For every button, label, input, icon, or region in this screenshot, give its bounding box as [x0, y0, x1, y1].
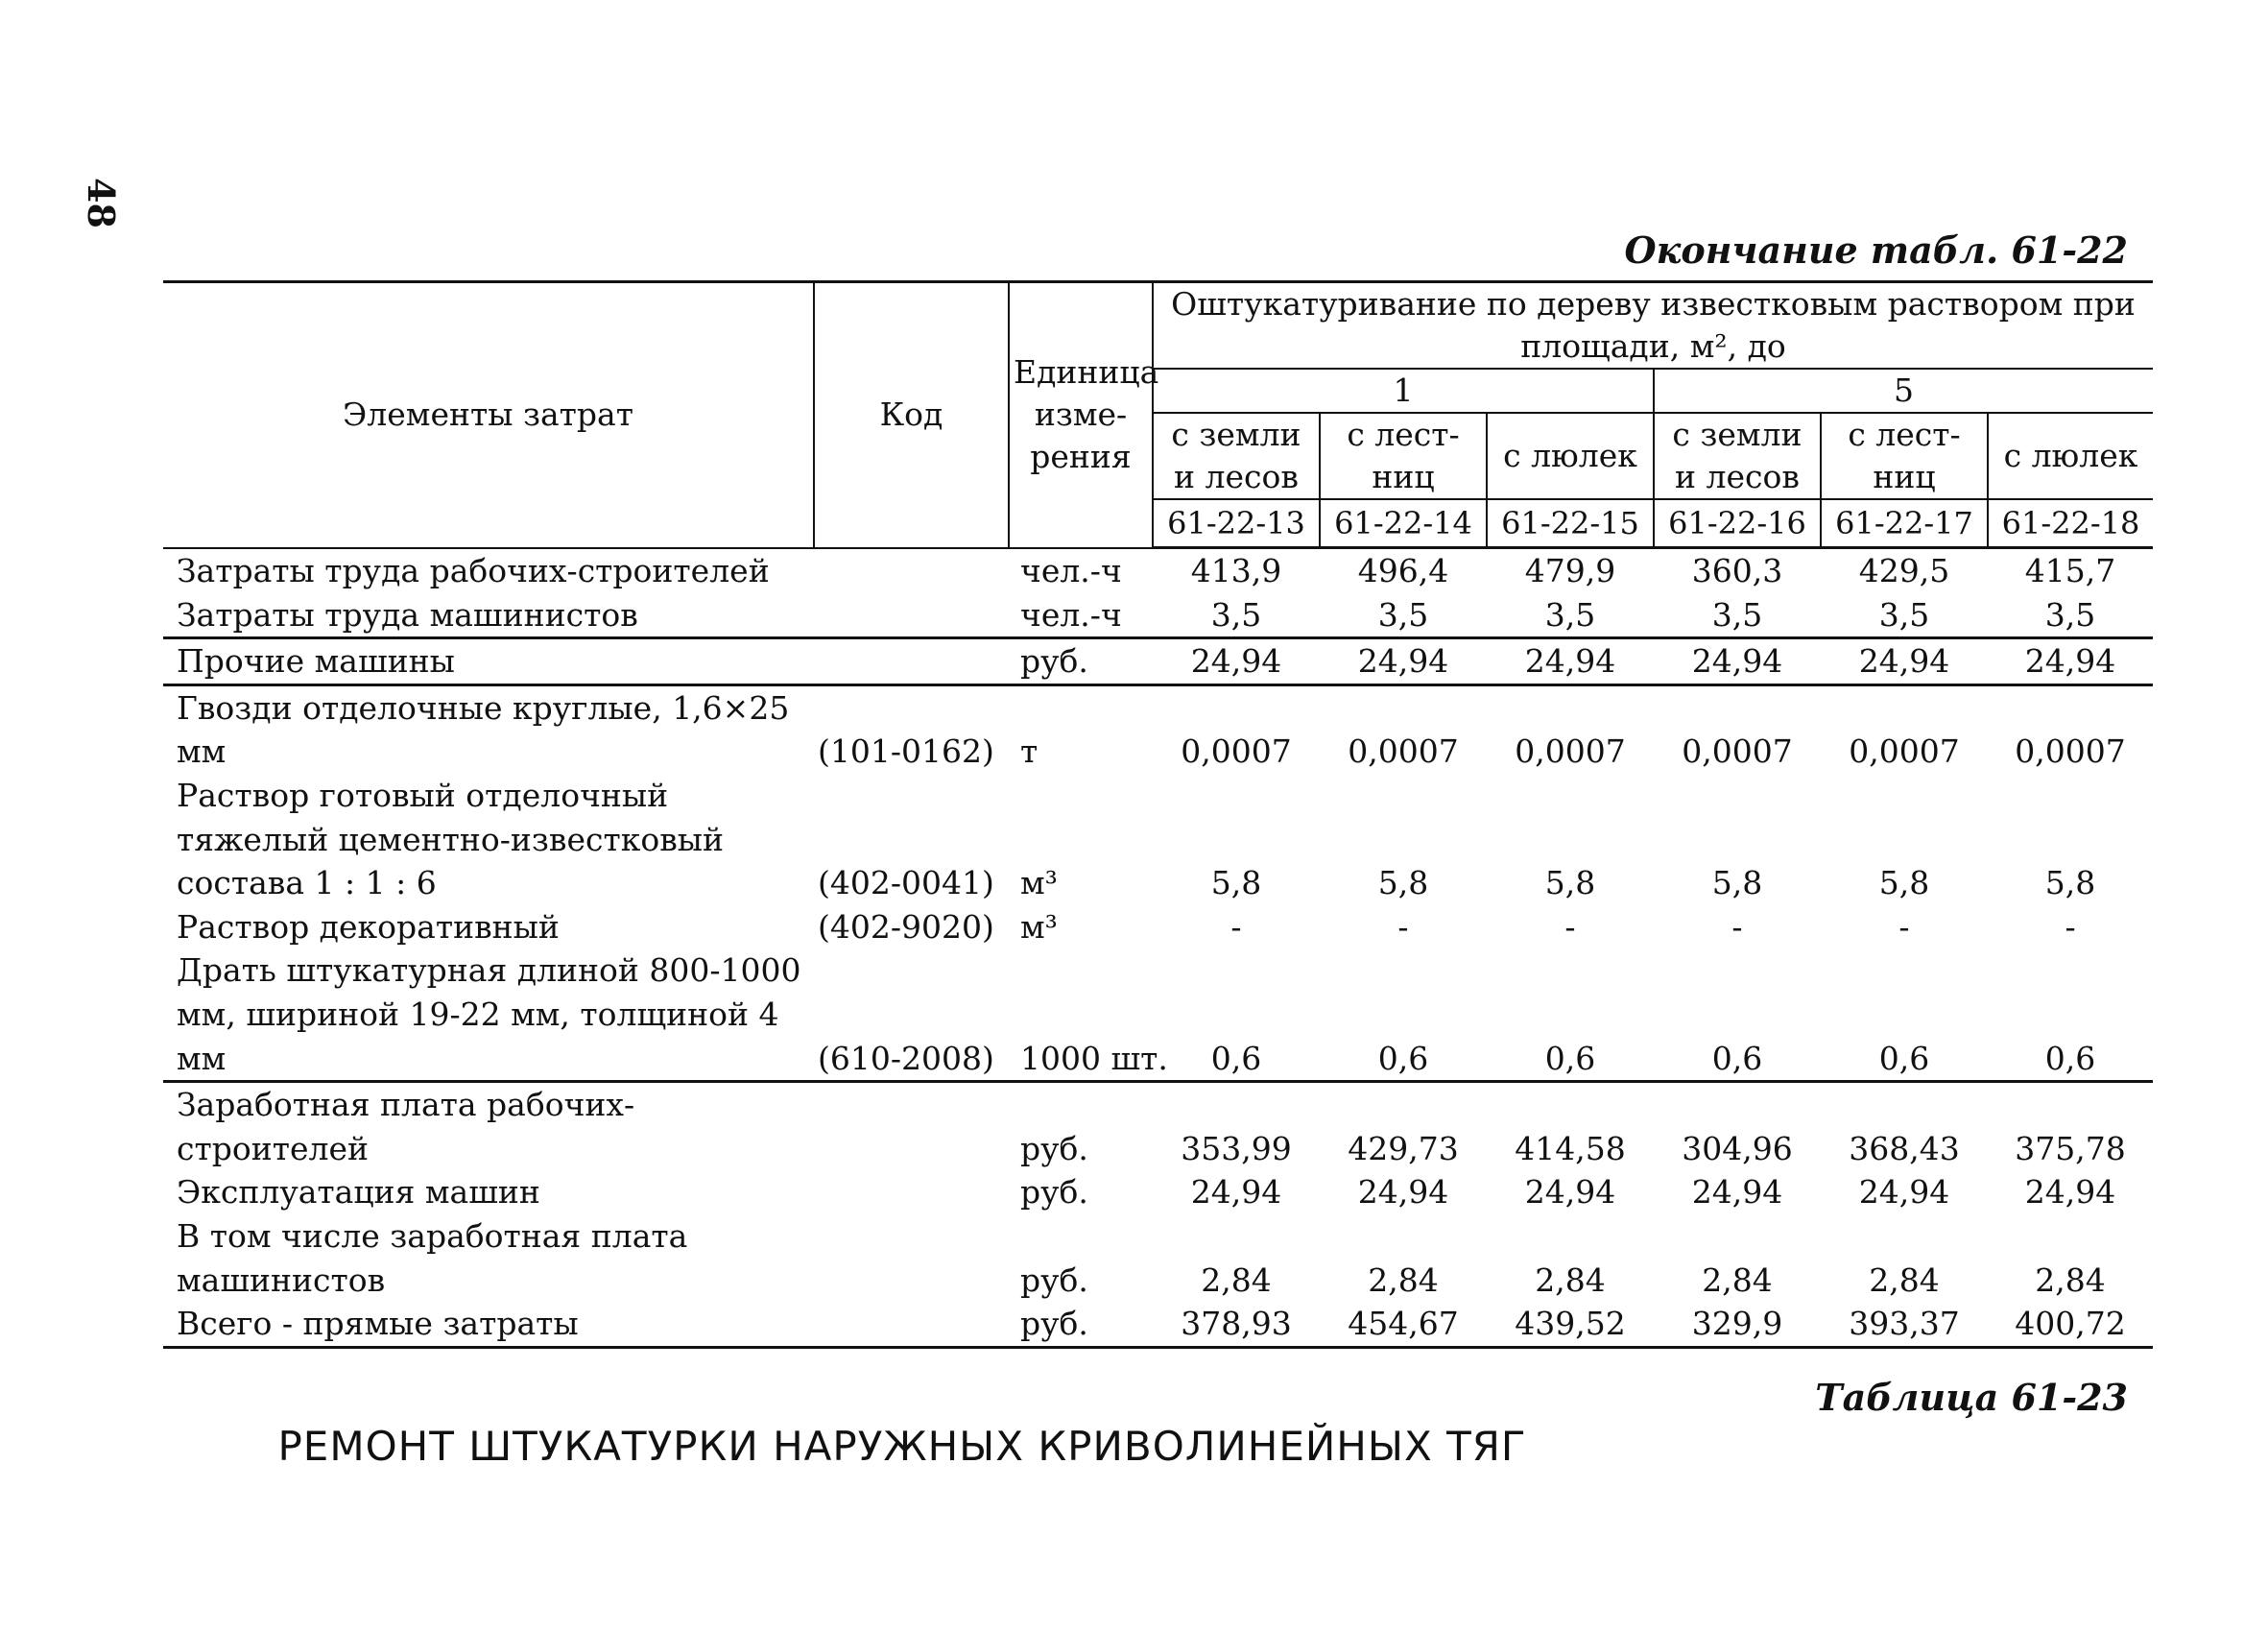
row-value: 5,8 — [1377, 864, 1429, 902]
row-value: - — [1230, 907, 1242, 946]
row-code — [814, 638, 1009, 685]
header-operation: Оштукатуривание по дереву известковым раствором при площади, м², до — [1153, 282, 2153, 370]
row-value: - — [2065, 907, 2076, 946]
row-value: 24,94 — [1858, 1173, 1950, 1212]
row-code: (610-2008) — [814, 948, 1009, 1081]
row-value: 329,9 — [1654, 1302, 1821, 1347]
next-table-title: РЕМОНТ ШТУКАТУРКИ НАРУЖНЫХ КРИВОЛИНЕЙНЫХ ТЯГ — [277, 1423, 1527, 1470]
row-value: 378,93 — [1153, 1302, 1320, 1347]
row-value: 353,99 — [1181, 1129, 1292, 1167]
row-value: 24,94 — [2024, 1173, 2116, 1212]
row-value: 0,6 — [1320, 948, 1487, 1081]
row-unit: м³ — [1020, 864, 1058, 902]
row-value: 439,52 — [1487, 1302, 1654, 1347]
row-unit: руб. — [1009, 638, 1153, 685]
row-name: Раствор готовый отделочный тяжелый цементно-известковый состава 1 : 1 : 6 — [177, 776, 725, 902]
row-value: 479,9 — [1524, 552, 1616, 589]
header-method: с люлек — [1487, 413, 1654, 499]
row-name: Прочие машины — [163, 638, 814, 685]
row-value: 415,7 — [2024, 552, 2116, 589]
header-code: Код — [814, 282, 1009, 548]
row-value: - — [1898, 907, 1910, 946]
row-value: 0,0007 — [1849, 732, 1960, 771]
row-value: 0,6 — [1821, 948, 1988, 1081]
row-value: 3,5 — [1487, 593, 1654, 638]
row-value: 304,96 — [1682, 1129, 1793, 1167]
row-code — [814, 1302, 1009, 1347]
header-column-code: 61-22-15 — [1487, 499, 1654, 548]
table-row — [163, 948, 2153, 1081]
table-row — [163, 638, 2153, 685]
row-code: (402-0041) — [818, 864, 994, 902]
row-name: Драть штукатурная длиной 800-1000 мм, шириной 19-22 мм, толщиной 4 мм — [163, 948, 814, 1081]
table-row — [163, 905, 2153, 949]
row-value: 24,94 — [1357, 1173, 1449, 1212]
row-value: 0,0007 — [1181, 732, 1292, 771]
table-row — [163, 593, 2153, 638]
row-unit: т — [1020, 732, 1039, 771]
row-code: (101-0162) — [818, 732, 994, 771]
row-value: 0,6 — [1988, 948, 2153, 1081]
header-unit: Единица изме-рения — [1009, 282, 1153, 548]
row-value: 375,78 — [2015, 1129, 2126, 1167]
row-unit: руб. — [1020, 1129, 1088, 1167]
table-row — [163, 1170, 2153, 1214]
row-value: 0,6 — [1487, 948, 1654, 1081]
row-value: 429,5 — [1858, 552, 1950, 589]
row-value: 5,8 — [1711, 864, 1763, 902]
header-column-code: 61-22-18 — [1988, 499, 2153, 548]
table-row — [163, 1082, 2153, 1171]
row-value: 2,84 — [1368, 1260, 1439, 1299]
row-value: 0,0007 — [1348, 732, 1459, 771]
row-value: 0,0007 — [1682, 732, 1793, 771]
row-name: Заработная плата рабочих-строителей — [177, 1086, 635, 1167]
row-value: 24,94 — [1654, 638, 1821, 685]
row-unit: м³ — [1020, 907, 1058, 946]
row-value: 3,5 — [1320, 593, 1487, 638]
row-value: 429,73 — [1348, 1129, 1459, 1167]
row-value: 5,8 — [2044, 864, 2096, 902]
header-method: с земли и лесов — [1153, 413, 1320, 499]
row-code — [814, 1082, 1009, 1171]
row-value: 393,37 — [1821, 1302, 1988, 1347]
row-value: 5,8 — [1878, 864, 1930, 902]
row-name: В том числе заработная плата машинистов — [177, 1216, 688, 1299]
row-value: 24,94 — [1524, 1173, 1616, 1212]
row-value: 0,6 — [1153, 948, 1320, 1081]
row-value: - — [1564, 907, 1576, 946]
row-name: Гвозди отделочные круглые, 1,6×25 мм — [177, 688, 790, 771]
row-value: 24,94 — [1988, 638, 2153, 685]
next-table-caption: Таблица 61-23 — [1815, 1376, 2128, 1419]
row-value: 2,84 — [1201, 1260, 1272, 1299]
row-value: 2,84 — [1702, 1260, 1773, 1299]
header-method: с лест-ниц — [1821, 413, 1988, 499]
row-unit: руб. — [1020, 1260, 1088, 1299]
header-area-5: 5 — [1654, 369, 2153, 413]
row-value: 24,94 — [1320, 638, 1487, 685]
header-method: с земли и лесов — [1654, 413, 1821, 499]
row-name: Раствор декоративный — [177, 907, 560, 946]
row-value: 2,84 — [1869, 1260, 1940, 1299]
row-unit: чел.-ч — [1009, 593, 1153, 638]
row-unit: руб. — [1009, 1302, 1153, 1347]
row-value: 368,43 — [1849, 1129, 1960, 1167]
row-value: 0,0007 — [2015, 732, 2126, 771]
row-name: Эксплуатация машин — [177, 1173, 540, 1212]
table-row — [163, 1214, 2153, 1302]
header-method: с лест-ниц — [1320, 413, 1487, 499]
row-value: - — [1731, 907, 1743, 946]
row-value: 5,8 — [1210, 864, 1262, 902]
header-column-code: 61-22-13 — [1153, 499, 1320, 548]
row-code: (402-9020) — [818, 907, 994, 946]
row-value: - — [1397, 907, 1409, 946]
header-column-code: 61-22-14 — [1320, 499, 1487, 548]
row-value: 24,94 — [1153, 638, 1320, 685]
header-elements: Элементы затрат — [163, 282, 814, 548]
cost-table-container — [163, 280, 2153, 1343]
table-row — [163, 1302, 2153, 1347]
row-name: Затраты труда машинистов — [163, 593, 814, 638]
header-area-1: 1 — [1153, 369, 1654, 413]
row-value: 2,84 — [1535, 1260, 1606, 1299]
row-value: 0,0007 — [1515, 732, 1626, 771]
row-code — [814, 593, 1009, 638]
table-row — [163, 684, 2153, 774]
row-name: Затраты труда рабочих-строителей — [177, 552, 770, 589]
row-value: 0,6 — [1654, 948, 1821, 1081]
row-value: 413,9 — [1190, 552, 1282, 589]
row-value: 496,4 — [1357, 552, 1449, 589]
row-value: 24,94 — [1821, 638, 1988, 685]
row-value: 414,58 — [1515, 1129, 1626, 1167]
row-code — [814, 548, 1009, 593]
row-name: Всего - прямые затраты — [163, 1302, 814, 1347]
row-value: 5,8 — [1544, 864, 1596, 902]
row-unit: чел.-ч — [1020, 552, 1122, 589]
row-code — [814, 1214, 1009, 1302]
row-value: 3,5 — [1821, 593, 1988, 638]
row-value: 400,72 — [1988, 1302, 2153, 1347]
row-unit: 1000 шт. — [1009, 948, 1153, 1081]
continuation-caption: Окончание табл. 61-22 — [1624, 228, 2128, 272]
page-number: 48 — [80, 178, 123, 228]
table-row — [163, 548, 2153, 593]
cost-table — [163, 280, 2153, 1349]
row-code — [814, 1170, 1009, 1214]
row-value: 454,67 — [1320, 1302, 1487, 1347]
header-column-code: 61-22-16 — [1654, 499, 1821, 548]
table-row — [163, 774, 2153, 905]
row-value: 3,5 — [1988, 593, 2153, 638]
row-value: 360,3 — [1691, 552, 1783, 589]
row-unit: руб. — [1020, 1173, 1088, 1212]
header-column-code: 61-22-17 — [1821, 499, 1988, 548]
row-value: 3,5 — [1654, 593, 1821, 638]
row-value: 24,94 — [1190, 1173, 1282, 1212]
header-method: с люлек — [1988, 413, 2153, 499]
row-value: 24,94 — [1487, 638, 1654, 685]
row-value: 2,84 — [2035, 1260, 2106, 1299]
row-value: 24,94 — [1691, 1173, 1783, 1212]
row-value: 3,5 — [1153, 593, 1320, 638]
